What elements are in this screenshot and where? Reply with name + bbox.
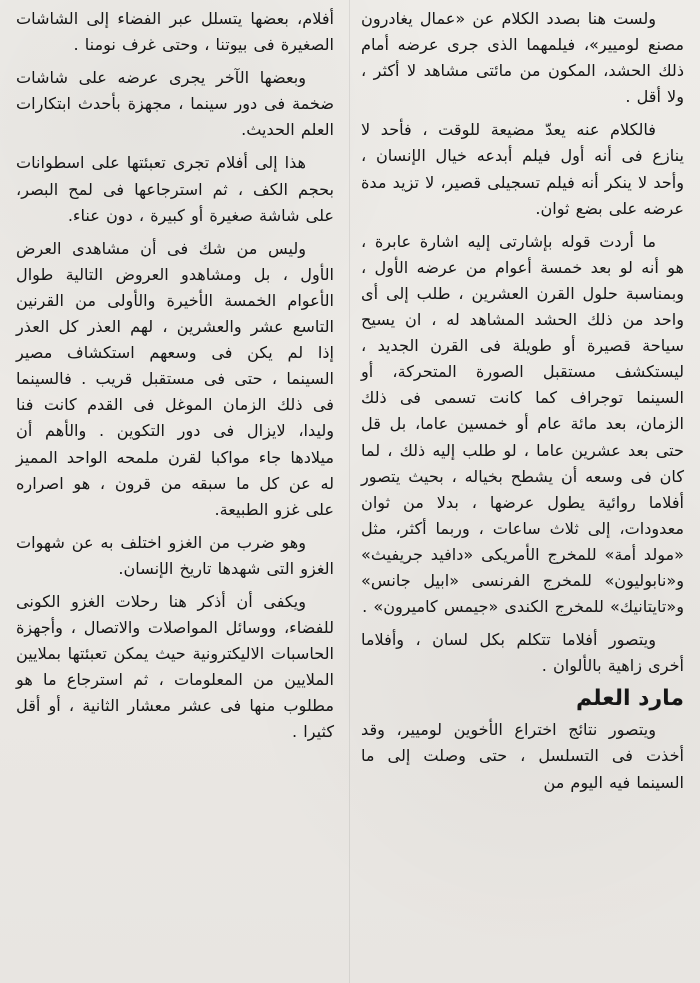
column-gutter <box>349 0 350 983</box>
right-paragraph-1: ولست هنا بصدد الكلام عن «عمال يغادرون مصنع لوميير»، فيلمهما الذى جرى عرضه أمام ذلك الحشد، المكون من مائتى مشاهد لا أكثر ، ولا أقل . <box>361 9 684 107</box>
right-paragraph-after-heading: ويتصور نتائج اختراع الأخوين لوميير، وقد أخذت فى التسلسل ، حتى وصلت إلى ما السينما فيه اليوم من <box>361 720 684 792</box>
right-paragraph-4: ويتصور أفلاما تتكلم بكل لسان ، وأفلاما أخرى زاهية بالألوان . <box>361 630 684 676</box>
left-paragraph-2: وبعضها الآخر يجرى عرضه على شاشات ضخمة فى دور سينما ، مجهزة بأحدث ابتكارات العلم الحديث. <box>16 68 334 140</box>
section-heading: مارد العلم <box>576 686 684 712</box>
left-paragraph-1: أفلام، بعضها يتسلل عبر الفضاء إلى الشاشات الصغيرة فى بيوتنا ، وحتى غرف نومنا . <box>16 9 334 55</box>
right-column <box>361 6 684 981</box>
right-paragraph-3: ما أردت قوله بإشارتى إليه اشارة عابرة ، هو أنه لو بعد خمسة أعوام من عرضه الأول ، وبمناسبة حلول القرن العشرين ، طلب إلى أى واحد من ذلك الحشد المشاهد له ، ان يسيح سياحة قصيرة أو طويلة فى القرن الجديد ، ليستكشف مستقبل الصورة المتحركة، أو السينما توجراف كما كانت تسمى فى ذلك الزمان، بعد مائة عام أو خمسين عاما، بل قل حتى بعد عشرين عاما ، لو طلب إليه ذلك ، لما كان فى وسعه أن يشطح بخياله ، بحيث يتصور أفلاما روائية يطول عرضها ، بدلا من ثوان معدودات، إلى ثلاث ساعات ، وربما أكثر، مثل «مولد أمة» للمخرج الأمريكى «دافيد جريفيث» و«نابوليون» للمخرج الفرنسى «ابيل جانس» و«تايتانيك» للمخرج الكندى «جيمس كاميرون» . <box>361 231 684 617</box>
left-paragraph-6: ويكفى أن أذكر هنا رحلات الغزو الكونى للفضاء، ووسائل المواصلات والاتصال ، وأجهزة الحاسبات الاليكترونية حيث يمكن تعبئتها بملايين الملايين من المعلومات ، ثم استرجاع ما هو مطلوب منها فى عشر معشار الثانية ، أو أقل كثيرا . <box>16 591 334 742</box>
left-paragraph-5: وهو ضرب من الغزو اختلف به عن شهوات الغزو التى شهدها تاريخ الإنسان. <box>16 532 334 578</box>
left-column <box>16 6 334 981</box>
left-paragraph-3: هذا إلى أفلام تجرى تعبئتها على اسطوانات بحجم الكف ، ثم استرجاعها فى لمح البصر، على شاشة صغيرة أو كبيرة ، دون عناء. <box>16 153 334 225</box>
left-paragraph-4: وليس من شك فى أن مشاهدى العرض الأول ، بل ومشاهدو العروض التالية طوال الأعوام الخمسة الأخيرة والأولى من القرنين التاسع عشر والعشرين ، لهم العذر كل العذر إذا لم يكن فى وسعهم استكشاف مصير السينما ، حتى فى مستقبل قريب . فالسينما فى ذلك الزمان الموغل فى القدم كانت فنا وليدا، لايزال فى دور التكوين . والأهم أن ميلادها جاء مواكبا لقرن ملمحه الواحد المميز له عن كل ما سبقه من قرون ، هو اصراره على غزو الطبيعة. <box>16 238 334 519</box>
right-paragraph-2: فالكلام عنه يعدّ مضيعة للوقت ، فأحد لا ينازع فى أنه أول فيلم أبدعه خيال الإنسان ، وأحد لا ينكر أنه فيلم تسجيلى قصير، لا تزيد مدة عرضه على بضع ثوان. <box>361 120 684 218</box>
